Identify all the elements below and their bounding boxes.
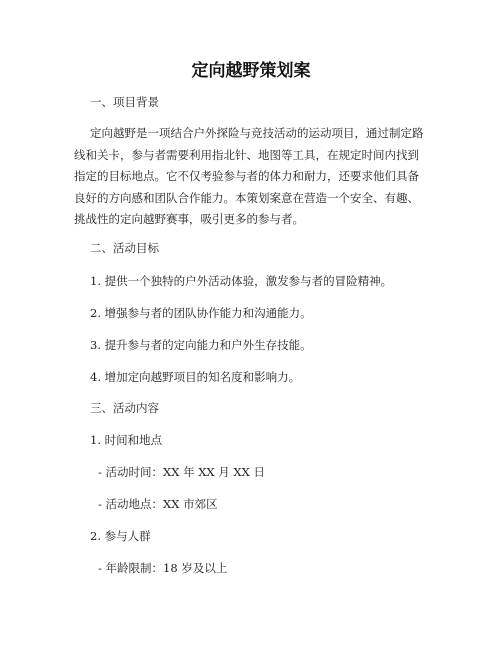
goal-item: 3. 提升参与者的定向能力和户外生存技能。 (90, 338, 312, 352)
paragraph-line: 良好的方向感和团队合作能力。本策划案意在营造一个安全、有趣、 (74, 190, 419, 205)
activity-time: - 活动时间：XX 年 XX 月 XX 日 (98, 465, 265, 479)
document-title: 定向越野策划案 (191, 61, 311, 81)
section-heading-goals: 二、活动目标 (90, 241, 159, 255)
background-paragraph (74, 123, 430, 231)
activity-place: - 活动地点：XX 市郊区 (98, 497, 218, 511)
goal-item: 2. 增强参与者的团队协作能力和沟通能力。 (90, 306, 312, 320)
age-limit: - 年龄限制：18 岁及以上 (98, 561, 228, 575)
section-heading-content: 三、活动内容 (90, 401, 159, 415)
paragraph-line: 线和关卡，参与者需要利用指北针、地图等工具，在规定时间内找到 (74, 147, 419, 162)
goal-item: 4. 增加定向越野项目的知名度和影响力。 (90, 370, 301, 384)
paragraph-line: 指定的目标地点。它不仅考验参与者的体力和耐力，还要求他们具备 (74, 169, 419, 183)
subsection-label-participants: 2. 参与人群 (90, 529, 151, 543)
section-heading-background: 一、项目背景 (90, 95, 159, 109)
goal-item: 1. 提供一个独特的户外活动体验，激发参与者的冒险精神。 (90, 274, 393, 288)
subsection-label-time-place: 1. 时间和地点 (90, 433, 163, 447)
paragraph-line: 定向越野是一项结合户外探险与竞技活动的运动项目，通过制定路 (90, 126, 424, 140)
paragraph-line: 挑战性的定向越野赛事，吸引更多的参与者。 (74, 212, 304, 226)
